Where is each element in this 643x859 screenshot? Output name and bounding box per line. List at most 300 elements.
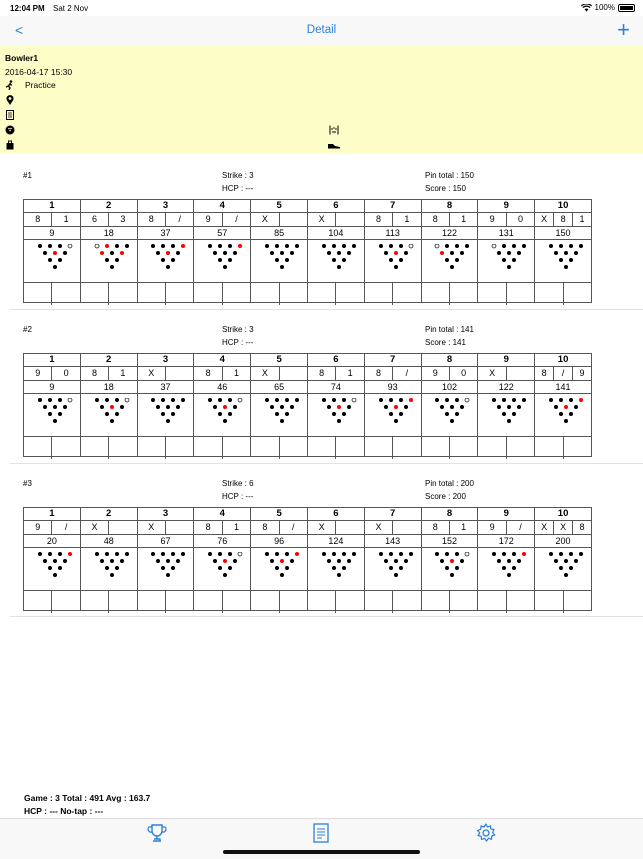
pin-mark [337, 419, 341, 423]
note-box [109, 591, 136, 613]
roll-mark [393, 521, 420, 534]
roll-mark: X [308, 521, 336, 534]
pin-mark [384, 559, 388, 563]
back-button[interactable]: < [15, 22, 24, 38]
pin-mark [507, 265, 511, 269]
note-boxes [422, 283, 478, 305]
pin-mark [38, 552, 42, 556]
pin-mark [275, 552, 279, 556]
frame-rolls [24, 367, 80, 381]
frame-rolls [422, 213, 478, 227]
note-box [138, 437, 166, 459]
pin-mark [125, 244, 129, 248]
pin-mark [347, 559, 351, 563]
roll-mark: 8 [535, 367, 554, 380]
pin-mark [384, 405, 388, 409]
frame-3[interactable] [138, 354, 195, 456]
frame-rolls [81, 367, 137, 381]
pin-diagram [535, 548, 591, 591]
frame-10[interactable] [535, 200, 591, 302]
pin-mark [213, 405, 217, 409]
pin-mark [95, 244, 99, 248]
frame-rolls [535, 367, 591, 381]
roll-mark: 1 [347, 368, 353, 378]
frame-rolls [308, 213, 364, 227]
pin-mark [223, 559, 227, 563]
page-title: Detail [306, 24, 337, 36]
pin-mark [213, 251, 217, 255]
frame-8[interactable] [422, 508, 479, 610]
pin-mark [394, 573, 398, 577]
cumulative-score: 200 [535, 535, 591, 548]
roll-mark: X [554, 521, 573, 534]
cumulative-score: 9 [24, 227, 80, 240]
pin-mark [43, 251, 47, 255]
game-card[interactable] [0, 325, 643, 459]
pin-mark [569, 398, 573, 402]
roll-mark: X [365, 521, 393, 534]
tab-settings[interactable] [475, 822, 497, 849]
pin-mark [450, 559, 454, 563]
pin-diagram [24, 240, 80, 283]
pin-mark [228, 244, 232, 248]
game-number: #3 [23, 479, 32, 488]
frame-3[interactable] [138, 508, 195, 610]
pin-mark [53, 419, 57, 423]
note-box [24, 591, 52, 613]
pin-mark [105, 244, 109, 248]
pin-mark [569, 552, 573, 556]
note-box [564, 591, 591, 613]
roll-mark [507, 367, 534, 380]
pin-mark [275, 412, 279, 416]
pin-mark [435, 398, 439, 402]
frame-5[interactable] [251, 354, 308, 456]
frame-2[interactable] [81, 354, 138, 456]
game-datetime: 2016-04-17 15:30 [5, 67, 73, 77]
frame-1[interactable] [24, 200, 81, 302]
pin-mark [68, 398, 72, 402]
roll-mark: 1 [233, 368, 239, 378]
pin-mark [223, 419, 227, 423]
pin-deck-icon [205, 552, 245, 578]
frame-number: 10 [535, 354, 591, 367]
pin-mark [554, 251, 558, 255]
game-card[interactable] [0, 171, 643, 305]
frame-number: 1 [24, 508, 80, 521]
document-icon [311, 822, 331, 844]
frame-4[interactable] [194, 354, 251, 456]
frame-number: 3 [138, 200, 194, 213]
pin-diagram [478, 394, 534, 437]
note-box [422, 283, 450, 305]
pin-mark [465, 244, 469, 248]
pin-mark [181, 244, 185, 248]
pin-mark [233, 251, 237, 255]
note-boxes [24, 283, 80, 305]
frame-rolls [251, 367, 307, 381]
note-box [251, 283, 279, 305]
frame-number: 4 [194, 354, 250, 367]
frame-rolls [422, 367, 478, 381]
pin-mark [280, 265, 284, 269]
note-boxes [365, 437, 421, 459]
frame-number: 6 [308, 508, 364, 521]
pin-mark [95, 552, 99, 556]
pin-diagram [478, 240, 534, 283]
pin-mark [265, 244, 269, 248]
frame-rolls [194, 367, 250, 381]
pin-mark [445, 566, 449, 570]
pin-mark [105, 258, 109, 262]
note-boxes [138, 591, 194, 613]
season-summary [24, 792, 150, 817]
note-box [223, 437, 250, 459]
frame-4[interactable] [194, 200, 251, 302]
pin-deck-icon [35, 552, 75, 578]
frame-9[interactable] [478, 200, 535, 302]
frame-rolls [251, 521, 307, 535]
pin-deck-icon [92, 398, 132, 424]
pin-mark [156, 559, 160, 563]
pin-mark [347, 251, 351, 255]
frame-rolls [365, 521, 421, 535]
roll-mark: X [138, 521, 166, 534]
roll-mark: 9 [422, 367, 450, 380]
pin-mark [166, 405, 170, 409]
note-boxes [81, 283, 137, 305]
pin-mark [110, 419, 114, 423]
roll-mark: 6 [81, 213, 109, 226]
frame-4[interactable] [194, 508, 251, 610]
cumulative-score: 122 [478, 381, 534, 394]
pin-mark [275, 244, 279, 248]
cumulative-score: 48 [81, 535, 137, 548]
pin-mark [48, 398, 52, 402]
game-score: Score : 141 [425, 338, 466, 347]
cumulative-score: 122 [422, 227, 478, 240]
pin-mark [125, 552, 129, 556]
pin-mark [384, 251, 388, 255]
pin-diagram [81, 240, 137, 283]
pin-mark [322, 398, 326, 402]
pin-mark [512, 412, 516, 416]
cumulative-score: 102 [422, 381, 478, 394]
frame-rolls [535, 213, 591, 227]
pin-mark [507, 405, 511, 409]
note-box [52, 591, 79, 613]
pin-mark [389, 552, 393, 556]
game-score: Score : 200 [425, 492, 466, 501]
roll-mark: 8 [24, 213, 52, 226]
roll-mark: 9 [579, 368, 585, 378]
pin-mark [327, 251, 331, 255]
pin-mark [280, 559, 284, 563]
strike-count: Strike : 6 [222, 479, 254, 488]
frame-7[interactable] [365, 508, 422, 610]
roll-mark: / [292, 522, 295, 532]
home-indicator [223, 850, 420, 854]
pin-deck-icon [148, 244, 188, 270]
note-boxes [251, 437, 307, 459]
note-box [223, 283, 250, 305]
roll-mark: / [554, 367, 573, 380]
roll-mark: / [235, 214, 238, 224]
note-boxes [24, 591, 80, 613]
game-card[interactable] [0, 479, 643, 613]
pin-mark [290, 559, 294, 563]
pin-mark [352, 552, 356, 556]
note-box [166, 437, 193, 459]
add-button[interactable]: + [617, 17, 630, 42]
note-box [109, 437, 136, 459]
roll-mark [336, 213, 363, 226]
roll-mark: 8 [365, 367, 393, 380]
pin-mark [218, 258, 222, 262]
pin-mark [115, 258, 119, 262]
pin-mark [507, 251, 511, 255]
pin-mark [120, 251, 124, 255]
pin-mark [181, 552, 185, 556]
pin-mark [166, 419, 170, 423]
pin-mark [559, 258, 563, 262]
pin-mark [110, 573, 114, 577]
pin-mark [445, 552, 449, 556]
pin-total: Pin total : 200 [425, 479, 474, 488]
pin-mark [445, 258, 449, 262]
frame-3[interactable] [138, 200, 195, 302]
pin-mark [285, 398, 289, 402]
frame-8[interactable] [422, 354, 479, 456]
frame-10[interactable] [535, 508, 591, 610]
frame-9[interactable] [478, 354, 535, 456]
note-box [138, 283, 166, 305]
frame-number: 2 [81, 354, 137, 367]
summary-line-totals: Game : 3 Total : 491 Avg : 163.7 [24, 793, 151, 803]
pin-diagram [365, 548, 421, 591]
pin-mark [394, 405, 398, 409]
pin-deck-icon [92, 244, 132, 270]
pin-deck-icon [205, 398, 245, 424]
pin-mark [166, 251, 170, 255]
note-box [194, 591, 222, 613]
pin-diagram [251, 240, 307, 283]
pin-mark [465, 398, 469, 402]
pin-mark [63, 405, 67, 409]
roll-mark: 1 [579, 214, 585, 224]
cumulative-score: 20 [24, 535, 80, 548]
pin-mark [404, 559, 408, 563]
roll-mark: 1 [120, 368, 126, 378]
roll-mark: 8 [194, 367, 222, 380]
frame-number: 5 [251, 508, 307, 521]
pin-mark [450, 419, 454, 423]
frame-number: 2 [81, 508, 137, 521]
pin-diagram [535, 394, 591, 437]
frame-10[interactable] [535, 354, 591, 456]
pin-mark [156, 405, 160, 409]
frame-rolls [365, 213, 421, 227]
pin-diagram [251, 394, 307, 437]
pin-mark [512, 258, 516, 262]
pin-mark [502, 566, 506, 570]
roll-mark: 1 [461, 522, 467, 532]
pin-mark [342, 244, 346, 248]
frame-1[interactable] [24, 354, 81, 456]
pin-deck-icon [432, 552, 472, 578]
pin-mark [352, 244, 356, 248]
note-box [507, 591, 534, 613]
roll-mark: X [308, 213, 336, 226]
pin-mark [58, 566, 62, 570]
bowler-figure-icon [5, 80, 15, 90]
pin-deck-icon [262, 244, 302, 270]
frame-rolls [194, 521, 250, 535]
pin-mark [176, 405, 180, 409]
pin-mark [228, 412, 232, 416]
pin-mark [275, 398, 279, 402]
pin-mark [564, 573, 568, 577]
pin-diagram [308, 394, 364, 437]
frame-number: 2 [81, 200, 137, 213]
pin-diagram [422, 548, 478, 591]
frame-number: 6 [308, 354, 364, 367]
pin-mark [48, 258, 52, 262]
pin-mark [208, 398, 212, 402]
frame-6[interactable] [308, 508, 365, 610]
note-box [365, 283, 393, 305]
pin-diagram [138, 548, 194, 591]
pin-mark [399, 566, 403, 570]
tab-records[interactable] [311, 822, 331, 849]
note-box [365, 591, 393, 613]
pin-mark [389, 258, 393, 262]
pin-mark [399, 552, 403, 556]
pin-mark [342, 552, 346, 556]
pin-mark [322, 244, 326, 248]
pin-mark [228, 552, 232, 556]
pin-mark [512, 566, 516, 570]
pin-mark [404, 251, 408, 255]
roll-mark: / [405, 368, 409, 378]
note-box [280, 437, 307, 459]
pin-diagram [138, 240, 194, 283]
pin-mark [569, 258, 573, 262]
cumulative-score: 104 [308, 227, 364, 240]
frame-1[interactable] [24, 508, 81, 610]
pin-deck-icon [376, 244, 416, 270]
pin-mark [394, 419, 398, 423]
cumulative-score: 152 [422, 535, 478, 548]
frame-6[interactable] [308, 200, 365, 302]
roll-mark: / [519, 522, 522, 532]
note-boxes [194, 437, 250, 459]
frame-2[interactable] [81, 508, 138, 610]
pin-mark [38, 398, 42, 402]
pin-mark [497, 251, 501, 255]
pin-mark [399, 258, 403, 262]
note-box [535, 437, 563, 459]
pin-mark [275, 566, 279, 570]
pin-mark [455, 552, 459, 556]
pin-mark [579, 398, 583, 402]
frame-8[interactable] [422, 200, 479, 302]
tab-scores[interactable] [146, 822, 168, 849]
pin-mark [379, 398, 383, 402]
pin-mark [218, 398, 222, 402]
frame-7[interactable] [365, 354, 422, 456]
frame-2[interactable] [81, 200, 138, 302]
status-right [581, 3, 635, 12]
pin-deck-icon [319, 398, 359, 424]
pin-mark [280, 419, 284, 423]
summary-line-hcp: HCP : --- No-tap : --- [24, 805, 104, 816]
pin-mark [105, 566, 109, 570]
pin-mark [399, 398, 403, 402]
frame-6[interactable] [308, 354, 365, 456]
note-box [336, 283, 363, 305]
frame-9[interactable] [478, 508, 535, 610]
pin-mark [68, 244, 72, 248]
note-boxes [422, 591, 478, 613]
note-box [52, 437, 79, 459]
pin-mark [110, 405, 114, 409]
roll-mark: 9 [478, 213, 506, 226]
frame-7[interactable] [365, 200, 422, 302]
note-box [251, 437, 279, 459]
pin-deck-icon [489, 552, 529, 578]
pin-mark [110, 559, 114, 563]
note-boxes [81, 437, 137, 459]
pin-diagram [478, 548, 534, 591]
pin-mark [285, 258, 289, 262]
frame-5[interactable] [251, 508, 308, 610]
pin-mark [115, 412, 119, 416]
pin-mark [100, 251, 104, 255]
pin-mark [53, 573, 57, 577]
pin-mark [517, 559, 521, 563]
cumulative-score: 131 [478, 227, 534, 240]
roll-mark: 3 [120, 214, 126, 224]
pin-mark [171, 552, 175, 556]
pin-deck-icon [376, 398, 416, 424]
cumulative-score: 172 [478, 535, 534, 548]
pin-mark [223, 405, 227, 409]
pin-diagram [422, 394, 478, 437]
pin-mark [337, 265, 341, 269]
pin-mark [171, 398, 175, 402]
pin-deck-icon [546, 244, 586, 270]
pin-mark [43, 559, 47, 563]
cumulative-score: 9 [24, 381, 80, 394]
note-box [280, 591, 307, 613]
note-box [336, 591, 363, 613]
roll-mark: 1 [63, 214, 69, 224]
pin-mark [342, 398, 346, 402]
pin-mark [554, 559, 558, 563]
pin-mark [399, 412, 403, 416]
pin-diagram [422, 240, 478, 283]
frame-rolls [535, 521, 591, 535]
roll-mark: 9 [478, 521, 506, 534]
score-sheet [23, 353, 592, 457]
note-box [194, 437, 222, 459]
note-box [166, 283, 193, 305]
frame-5[interactable] [251, 200, 308, 302]
game-separator [10, 309, 643, 310]
pin-mark [445, 398, 449, 402]
pin-mark [569, 412, 573, 416]
